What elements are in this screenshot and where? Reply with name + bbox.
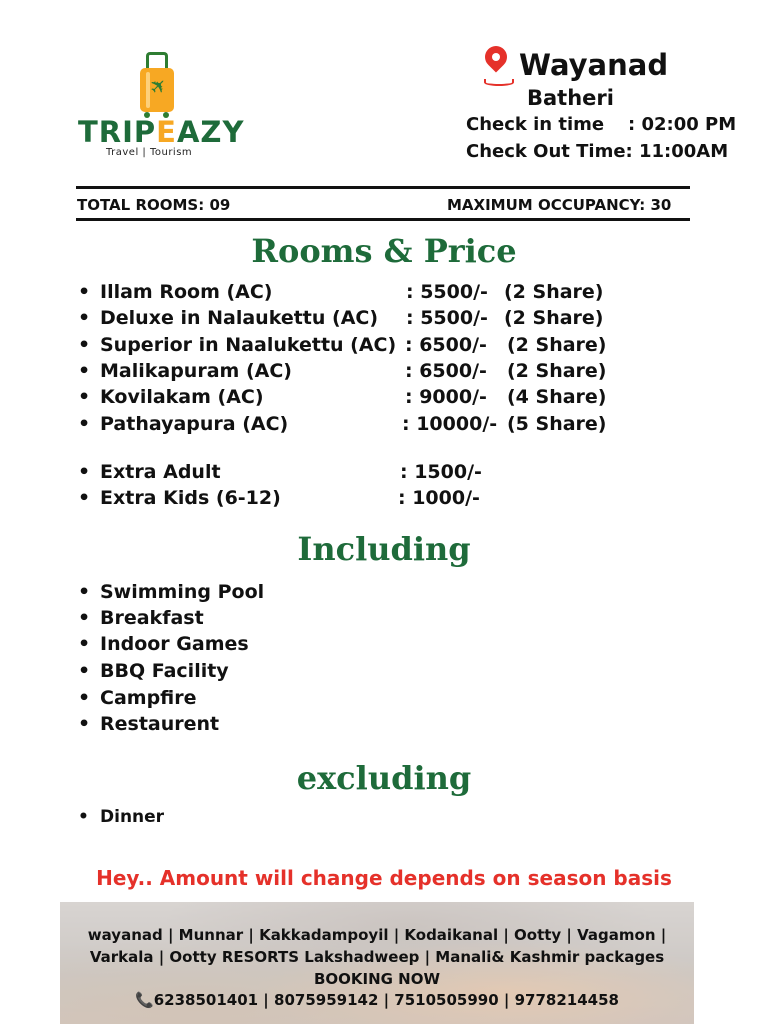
phone-numbers[interactable]: 6238501401 | 8075959142 | 7510505990 | 9778214458 <box>153 991 619 1009</box>
room-price: : 6500/- <box>405 334 487 356</box>
phone-icon: 📞 <box>135 991 154 1009</box>
extra-price: : 1000/- <box>398 487 480 509</box>
room-price: : 5500/- <box>406 281 488 303</box>
brand-tagline: Travel | Tourism <box>106 147 193 158</box>
room-item: • Pathayapura (AC) <box>78 413 289 435</box>
room-price: : 6500/- <box>405 360 487 382</box>
including-item: • BBQ Facility <box>78 660 229 682</box>
extra-price: : 1500/- <box>400 461 482 483</box>
footer-banner <box>60 902 694 1024</box>
footer-phones <box>60 991 694 1009</box>
total-rooms: TOTAL ROOMS: 09 <box>77 196 231 214</box>
booking-now: BOOKING NOW <box>313 970 441 988</box>
room-item: • Deluxe in Nalaukettu (AC) <box>78 307 379 329</box>
location-area: Batheri <box>527 86 614 110</box>
room-share: (2 Share) <box>504 281 604 303</box>
room-share: (5 Share) <box>507 413 607 435</box>
room-share: (4 Share) <box>507 386 607 408</box>
location-city: Wayanad <box>519 48 669 82</box>
footer-destinations-1: wayanad | Munnar | Kakkadampoyil | Kodaikanal | Ootty | Vagamon | <box>87 926 667 944</box>
check-in-label: Check in time <box>466 114 605 135</box>
room-price: : 10000/- <box>402 413 498 435</box>
including-item: • Breakfast <box>78 607 204 629</box>
including-item: • Campfire <box>78 687 197 709</box>
plane-icon: ✈ <box>143 71 173 101</box>
brand-name: TRIPEAZY <box>78 115 245 149</box>
extra-item: • Extra Kids (6-12) <box>78 487 281 509</box>
room-price: : 9000/- <box>405 386 487 408</box>
season-notice: Hey.. Amount will change depends on season basis <box>96 866 672 890</box>
divider-bottom <box>76 218 690 221</box>
footer-destinations-2: Varkala | Ootty RESORTS Lakshadweep | Manali& Kashmir packages <box>89 948 665 966</box>
check-in-value: : 02:00 PM <box>628 114 737 135</box>
extra-item: • Extra Adult <box>78 461 221 483</box>
including-heading: Including <box>297 530 471 568</box>
room-item: • Illam Room (AC) <box>78 281 273 303</box>
luggage-handle <box>146 52 168 69</box>
including-item: • Restaurent <box>78 713 220 735</box>
excluding-heading: excluding <box>296 759 472 797</box>
max-occupancy: MAXIMUM OCCUPANCY: 30 <box>447 196 672 214</box>
room-item: • Superior in Naalukettu (AC) <box>78 334 397 356</box>
room-share: (2 Share) <box>507 334 607 356</box>
room-share: (2 Share) <box>507 360 607 382</box>
including-item: • Indoor Games <box>78 633 249 655</box>
divider-top <box>76 186 690 189</box>
location-pin-base <box>484 79 514 86</box>
room-item: • Malikapuram (AC) <box>78 360 292 382</box>
location-pin-dot <box>492 53 500 61</box>
excluding-item: • Dinner <box>78 807 165 827</box>
check-out-time: Check Out Time: 11:00AM <box>466 141 729 162</box>
room-share: (2 Share) <box>504 307 604 329</box>
including-item: • Swimming Pool <box>78 581 265 603</box>
room-price: : 5500/- <box>406 307 488 329</box>
room-item: • Kovilakam (AC) <box>78 386 264 408</box>
rooms-price-heading: Rooms & Price <box>251 232 517 270</box>
